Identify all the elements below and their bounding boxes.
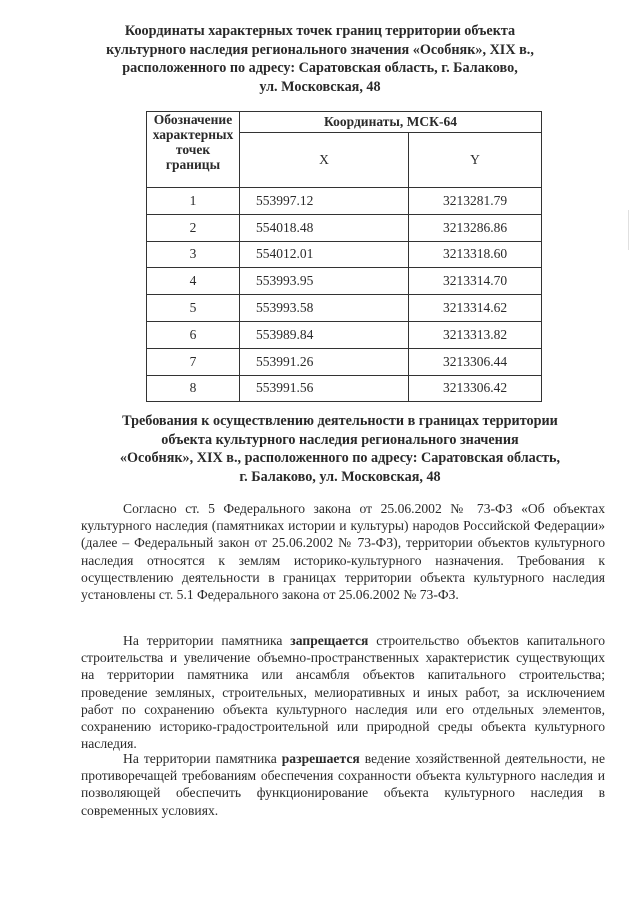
table-row <box>147 268 542 295</box>
coord-y: 3213306.42 <box>409 375 542 402</box>
point-number: 5 <box>147 295 240 322</box>
coord-y: 3213318.60 <box>409 241 542 268</box>
paragraph-prohibited-rest: строительство объектов капитального строительства и увеличение объемно-пространственных характеристик существующих на территории памятника или ансамбля объектов капитального строительства; проведение земляных, строительных, мелиоративных и иных работ, за исключением работ по сохранению объекта культурного наследия или его отдельных элементов, сохранению историко-градостроительной или природной среды объекта культурного наследия. <box>81 633 605 752</box>
title-line-1: Координаты характерных точек границ территории объекта <box>124 23 516 39</box>
table-row <box>147 375 542 402</box>
table-row <box>147 214 542 241</box>
paragraph-permitted-start: На территории памятника <box>123 751 282 766</box>
section-heading-line-3: «Особняк», XIX в., расположенного по адресу: Саратовская область, <box>119 450 561 466</box>
header-point-designation <box>147 112 240 188</box>
coord-x: 553991.56 <box>240 375 409 402</box>
table-row <box>147 295 542 322</box>
keyword-prohibited: запрещается <box>290 633 369 648</box>
paragraph-prohibited <box>81 632 605 752</box>
point-number: 2 <box>147 214 240 241</box>
header-x: X <box>240 133 409 188</box>
title-line-2: культурного наследия регионального значения «Особняк», XIX в., <box>106 41 534 58</box>
section-heading-line-1: Требования к осуществлению деятельности в границах территории <box>122 413 558 429</box>
point-number: 3 <box>147 241 240 268</box>
table-row <box>147 321 542 348</box>
header-left-line: характерных <box>152 127 234 142</box>
header-left-line: границы <box>165 157 221 172</box>
coord-y: 3213314.62 <box>409 295 542 322</box>
coord-x: 553997.12 <box>240 188 409 215</box>
coord-x: 554018.48 <box>240 214 409 241</box>
coord-x: 553989.84 <box>240 321 409 348</box>
title-line-4: ул. Московская, 48 <box>259 78 381 95</box>
coord-y: 3213314.70 <box>409 268 542 295</box>
table-row <box>147 188 542 215</box>
point-number: 4 <box>147 268 240 295</box>
document-title <box>80 22 560 96</box>
section-heading-line-4: г. Балаково, ул. Московская, 48 <box>239 468 441 485</box>
paragraph-permitted <box>81 750 605 819</box>
point-number: 7 <box>147 348 240 375</box>
section-heading-line-2: объекта культурного наследия регионального значения <box>161 431 519 448</box>
section-heading <box>90 412 590 486</box>
coord-y: 3213313.82 <box>409 321 542 348</box>
coord-y: 3213286.86 <box>409 214 542 241</box>
scan-margin-mark <box>628 210 629 250</box>
title-line-3: расположенного по адресу: Саратовская область, г. Балаково, <box>122 60 518 76</box>
coord-y: 3213281.79 <box>409 188 542 215</box>
coord-x: 553991.26 <box>240 348 409 375</box>
table-row <box>147 241 542 268</box>
keyword-permitted: разрешается <box>281 751 360 766</box>
point-number: 8 <box>147 375 240 402</box>
paragraph-legal-basis: Согласно ст. 5 Федерального закона от 25.06.2002 № 73-ФЗ «Об объектах культурного наследия (памятниках истории и культуры) народов Российской Федерации» (далее – Федеральный закон от 25.06.2002 № 73-ФЗ), территории объектов культурного наследия относятся к землям историко-культурного назначения. Требования к осуществлению деятельности в границах территории объекта культурного наследия установлены ст. 5.1 Федерального закона от 25.06.2002 № 73-ФЗ. <box>81 501 605 603</box>
point-number: 1 <box>147 188 240 215</box>
coord-y: 3213306.44 <box>409 348 542 375</box>
coord-x: 553993.95 <box>240 268 409 295</box>
point-number: 6 <box>147 321 240 348</box>
coordinates-table <box>146 111 542 402</box>
paragraph-prohibited-start: На территории памятника <box>123 633 291 648</box>
paragraph-permitted-rest: ведение хозяйственной деятельности, не противоречащей требованиям обеспечения сохранности объекта культурного наследия и позволяющей обеспечить функционирование объекта культурного наследия в современных условиях. <box>81 751 605 818</box>
header-left-line: Обозначение <box>153 112 233 127</box>
header-coordinates: Координаты, МСК-64 <box>240 112 542 133</box>
coord-x: 554012.01 <box>240 241 409 268</box>
coord-x: 553993.58 <box>240 295 409 322</box>
header-left-line: точек <box>175 142 211 157</box>
table-row <box>147 348 542 375</box>
header-y: Y <box>409 133 542 188</box>
